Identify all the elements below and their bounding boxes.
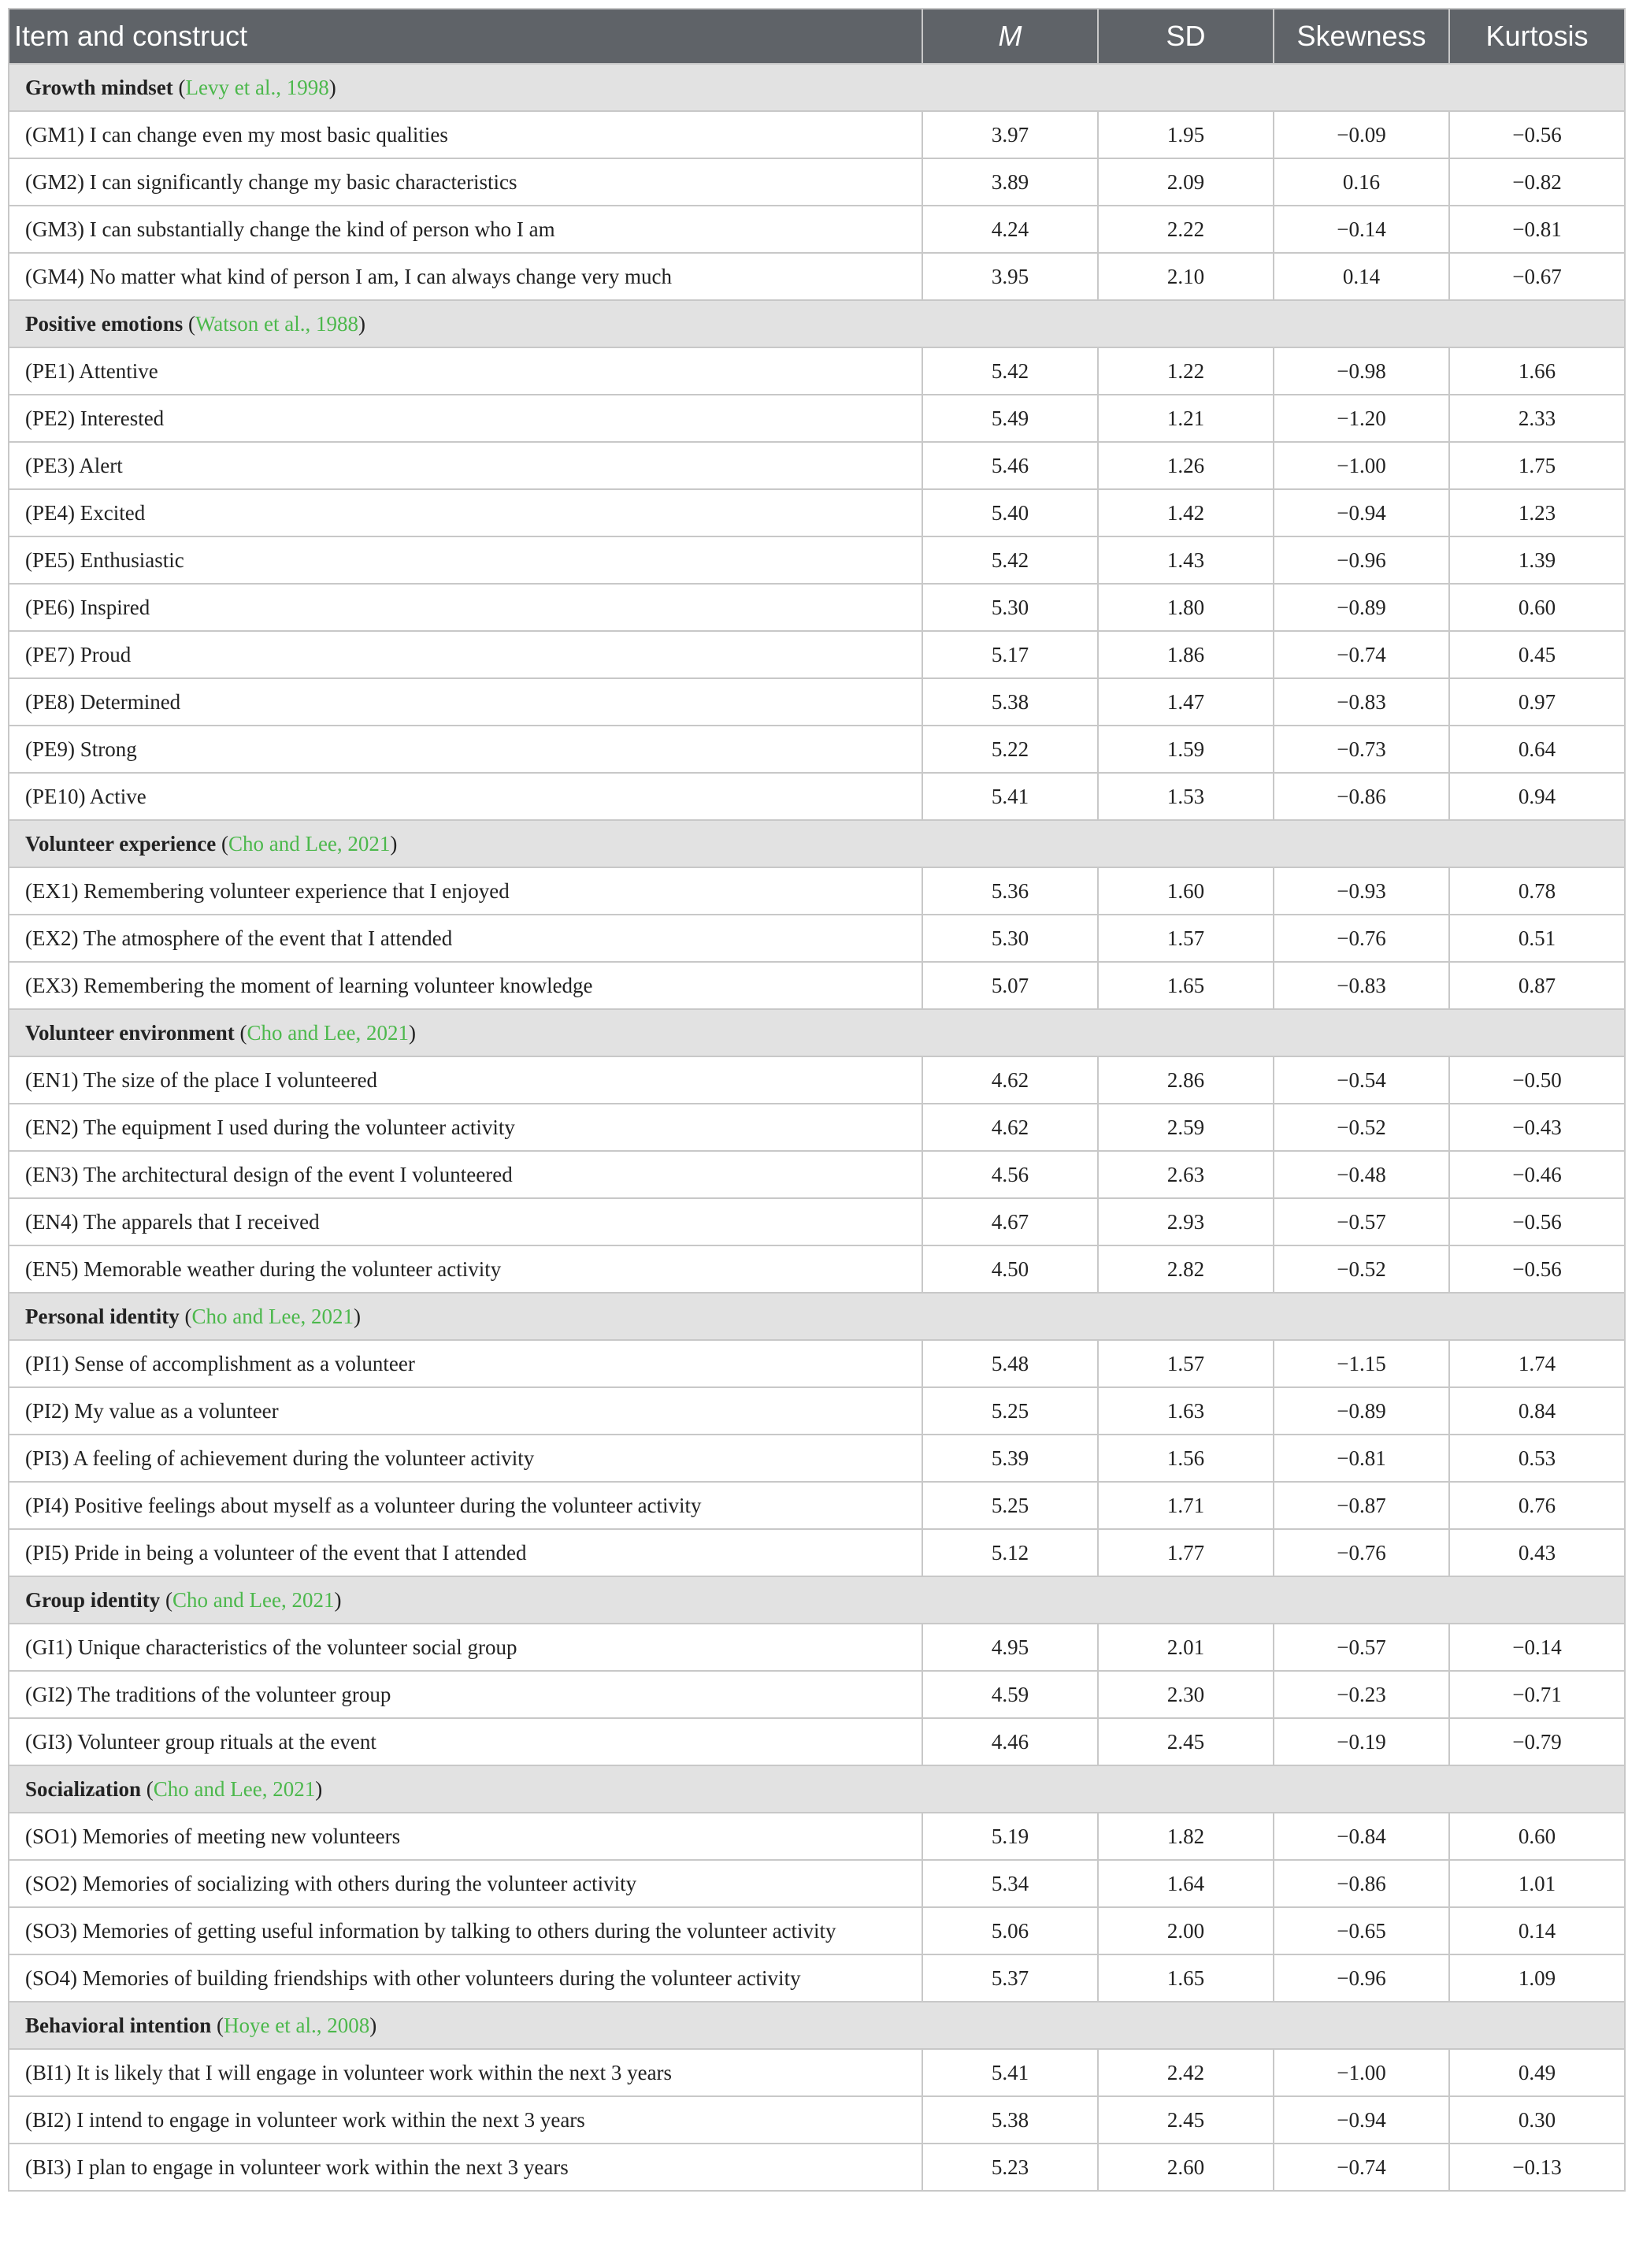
sd-cell: 2.01 bbox=[1098, 1624, 1274, 1671]
sd-cell: 1.60 bbox=[1098, 867, 1274, 915]
section-heading bbox=[9, 1576, 1625, 1624]
kurtosis-cell: 0.53 bbox=[1449, 1435, 1625, 1482]
table-row bbox=[9, 1245, 1625, 1293]
skewness-cell: −0.94 bbox=[1274, 2096, 1449, 2144]
table-row bbox=[9, 773, 1625, 820]
table-row bbox=[9, 1624, 1625, 1671]
mean-cell: 5.25 bbox=[922, 1482, 1098, 1529]
citation-link[interactable]: Cho and Lee, 2021 bbox=[228, 831, 391, 856]
construct-name: Personal identity bbox=[25, 1304, 180, 1328]
citation-close: ) bbox=[353, 1304, 361, 1328]
sd-cell: 1.77 bbox=[1098, 1529, 1274, 1576]
mean-cell: 5.12 bbox=[922, 1529, 1098, 1576]
mean-cell: 4.67 bbox=[922, 1198, 1098, 1245]
kurtosis-cell: 0.14 bbox=[1449, 1907, 1625, 1954]
citation-close: ) bbox=[358, 311, 366, 336]
item-label-cell: (PE9) Strong bbox=[9, 726, 922, 773]
sd-cell: 2.63 bbox=[1098, 1151, 1274, 1198]
kurtosis-cell: 0.64 bbox=[1449, 726, 1625, 773]
mean-cell: 5.41 bbox=[922, 773, 1098, 820]
column-header-kurtosis: Kurtosis bbox=[1449, 9, 1625, 64]
sd-cell: 1.65 bbox=[1098, 962, 1274, 1009]
table-row bbox=[9, 1860, 1625, 1907]
sd-cell: 1.47 bbox=[1098, 678, 1274, 726]
kurtosis-cell: −0.81 bbox=[1449, 206, 1625, 253]
skewness-cell: −0.52 bbox=[1274, 1245, 1449, 1293]
mean-cell: 5.49 bbox=[922, 395, 1098, 442]
kurtosis-cell: 0.51 bbox=[1449, 915, 1625, 962]
mean-cell: 5.38 bbox=[922, 2096, 1098, 2144]
sd-cell: 2.93 bbox=[1098, 1198, 1274, 1245]
section-heading bbox=[9, 820, 1625, 867]
item-label-cell: (PI2) My value as a volunteer bbox=[9, 1387, 922, 1435]
item-label-cell: (PE8) Determined bbox=[9, 678, 922, 726]
kurtosis-cell: 1.74 bbox=[1449, 1340, 1625, 1387]
sd-cell: 2.86 bbox=[1098, 1056, 1274, 1104]
kurtosis-cell: 0.60 bbox=[1449, 584, 1625, 631]
skewness-cell: −0.96 bbox=[1274, 1954, 1449, 2002]
sd-cell: 2.42 bbox=[1098, 2049, 1274, 2096]
citation-close: ) bbox=[408, 1020, 416, 1045]
section-heading bbox=[9, 300, 1625, 347]
mean-cell: 4.62 bbox=[922, 1056, 1098, 1104]
section-row bbox=[9, 300, 1625, 347]
table-row bbox=[9, 1340, 1625, 1387]
kurtosis-cell: 0.60 bbox=[1449, 1813, 1625, 1860]
kurtosis-cell: 0.97 bbox=[1449, 678, 1625, 726]
kurtosis-cell: 0.49 bbox=[1449, 2049, 1625, 2096]
skewness-cell: −0.73 bbox=[1274, 726, 1449, 773]
citation-open: ( bbox=[179, 1304, 192, 1328]
section-row bbox=[9, 820, 1625, 867]
header-row bbox=[9, 9, 1625, 64]
section-row bbox=[9, 1576, 1625, 1624]
table-row bbox=[9, 2096, 1625, 2144]
skewness-cell: 0.14 bbox=[1274, 253, 1449, 300]
citation-link[interactable]: Hoye et al., 2008 bbox=[224, 2013, 370, 2037]
skewness-cell: −0.76 bbox=[1274, 915, 1449, 962]
construct-name: Group identity bbox=[25, 1587, 161, 1612]
mean-cell: 4.56 bbox=[922, 1151, 1098, 1198]
descriptive-statistics-table bbox=[8, 8, 1626, 2192]
table-row bbox=[9, 1056, 1625, 1104]
citation-open: ( bbox=[160, 1587, 173, 1612]
skewness-cell: −0.96 bbox=[1274, 536, 1449, 584]
skewness-cell: −1.15 bbox=[1274, 1340, 1449, 1387]
sd-cell: 2.45 bbox=[1098, 1718, 1274, 1765]
kurtosis-cell: −0.79 bbox=[1449, 1718, 1625, 1765]
item-label-cell: (EN1) The size of the place I volunteered bbox=[9, 1056, 922, 1104]
kurtosis-cell: 1.75 bbox=[1449, 442, 1625, 489]
mean-cell: 5.36 bbox=[922, 867, 1098, 915]
kurtosis-cell: −0.14 bbox=[1449, 1624, 1625, 1671]
item-label-cell: (GM1) I can change even my most basic qualities bbox=[9, 111, 922, 158]
kurtosis-cell: −0.43 bbox=[1449, 1104, 1625, 1151]
item-label-cell: (SO2) Memories of socializing with others during the volunteer activity bbox=[9, 1860, 922, 1907]
table-row bbox=[9, 915, 1625, 962]
sd-cell: 1.82 bbox=[1098, 1813, 1274, 1860]
section-heading bbox=[9, 64, 1625, 111]
citation-open: ( bbox=[141, 1776, 154, 1801]
mean-cell: 5.19 bbox=[922, 1813, 1098, 1860]
construct-name: Growth mindset bbox=[25, 75, 173, 99]
item-label-cell: (GI2) The traditions of the volunteer group bbox=[9, 1671, 922, 1718]
item-label-cell: (PE6) Inspired bbox=[9, 584, 922, 631]
table-row bbox=[9, 442, 1625, 489]
sd-cell: 2.60 bbox=[1098, 2144, 1274, 2191]
sd-cell: 1.22 bbox=[1098, 347, 1274, 395]
mean-cell: 4.62 bbox=[922, 1104, 1098, 1151]
kurtosis-cell: 0.94 bbox=[1449, 773, 1625, 820]
skewness-cell: −0.23 bbox=[1274, 1671, 1449, 1718]
sd-cell: 2.00 bbox=[1098, 1907, 1274, 1954]
item-label-cell: (PI1) Sense of accomplishment as a volunteer bbox=[9, 1340, 922, 1387]
sd-cell: 1.21 bbox=[1098, 395, 1274, 442]
skewness-cell: −0.98 bbox=[1274, 347, 1449, 395]
skewness-cell: −0.84 bbox=[1274, 1813, 1449, 1860]
table-header bbox=[9, 9, 1625, 64]
item-label-cell: (PE1) Attentive bbox=[9, 347, 922, 395]
citation-open: ( bbox=[216, 831, 228, 856]
table-row bbox=[9, 726, 1625, 773]
section-row bbox=[9, 1293, 1625, 1340]
citation-open: ( bbox=[172, 75, 186, 99]
table-row bbox=[9, 1813, 1625, 1860]
item-label-cell: (BI3) I plan to engage in volunteer work within the next 3 years bbox=[9, 2144, 922, 2191]
kurtosis-cell: 1.39 bbox=[1449, 536, 1625, 584]
kurtosis-cell: 0.30 bbox=[1449, 2096, 1625, 2144]
table-row bbox=[9, 2049, 1625, 2096]
skewness-cell: −0.81 bbox=[1274, 1435, 1449, 1482]
table-row bbox=[9, 1104, 1625, 1151]
item-label-cell: (PE5) Enthusiastic bbox=[9, 536, 922, 584]
item-label-cell: (EN3) The architectural design of the event I volunteered bbox=[9, 1151, 922, 1198]
skewness-cell: −0.94 bbox=[1274, 489, 1449, 536]
skewness-cell: −0.48 bbox=[1274, 1151, 1449, 1198]
item-label-cell: (BI1) It is likely that I will engage in volunteer work within the next 3 years bbox=[9, 2049, 922, 2096]
column-header-sd: SD bbox=[1098, 9, 1274, 64]
skewness-cell: −0.74 bbox=[1274, 631, 1449, 678]
sd-cell: 1.80 bbox=[1098, 584, 1274, 631]
item-label-cell: (PI4) Positive feelings about myself as a volunteer during the volunteer activity bbox=[9, 1482, 922, 1529]
kurtosis-cell: 1.66 bbox=[1449, 347, 1625, 395]
table-row bbox=[9, 1151, 1625, 1198]
mean-cell: 5.17 bbox=[922, 631, 1098, 678]
kurtosis-cell: −0.71 bbox=[1449, 1671, 1625, 1718]
sd-cell: 1.42 bbox=[1098, 489, 1274, 536]
citation-link[interactable]: Cho and Lee, 2021 bbox=[191, 1304, 354, 1328]
sd-cell: 2.09 bbox=[1098, 158, 1274, 206]
citation-open: ( bbox=[234, 1020, 247, 1045]
table-row bbox=[9, 2144, 1625, 2191]
sd-cell: 1.56 bbox=[1098, 1435, 1274, 1482]
item-label-cell: (PE3) Alert bbox=[9, 442, 922, 489]
sd-cell: 1.64 bbox=[1098, 1860, 1274, 1907]
table-row bbox=[9, 1907, 1625, 1954]
sd-cell: 1.71 bbox=[1098, 1482, 1274, 1529]
sd-cell: 1.63 bbox=[1098, 1387, 1274, 1435]
skewness-cell: −1.00 bbox=[1274, 2049, 1449, 2096]
sd-cell: 1.59 bbox=[1098, 726, 1274, 773]
table-row bbox=[9, 158, 1625, 206]
mean-cell: 3.95 bbox=[922, 253, 1098, 300]
skewness-cell: −0.89 bbox=[1274, 1387, 1449, 1435]
item-label-cell: (SO4) Memories of building friendships with other volunteers during the volunteer activity bbox=[9, 1954, 922, 2002]
kurtosis-cell: 2.33 bbox=[1449, 395, 1625, 442]
construct-name: Behavioral intention bbox=[25, 2013, 212, 2037]
mean-cell: 4.24 bbox=[922, 206, 1098, 253]
kurtosis-cell: −0.13 bbox=[1449, 2144, 1625, 2191]
column-header-skewness: Skewness bbox=[1274, 9, 1449, 64]
skewness-cell: −0.19 bbox=[1274, 1718, 1449, 1765]
item-label-cell: (GI3) Volunteer group rituals at the event bbox=[9, 1718, 922, 1765]
citation-close: ) bbox=[315, 1776, 323, 1801]
citation-open: ( bbox=[183, 311, 195, 336]
item-label-cell: (EN5) Memorable weather during the volunteer activity bbox=[9, 1245, 922, 1293]
table-body bbox=[9, 64, 1625, 2191]
table-row bbox=[9, 1482, 1625, 1529]
section-heading bbox=[9, 1293, 1625, 1340]
skewness-cell: −0.65 bbox=[1274, 1907, 1449, 1954]
table-row bbox=[9, 111, 1625, 158]
kurtosis-cell: −0.50 bbox=[1449, 1056, 1625, 1104]
item-label-cell: (BI2) I intend to engage in volunteer work within the next 3 years bbox=[9, 2096, 922, 2144]
table-row bbox=[9, 395, 1625, 442]
skewness-cell: −1.20 bbox=[1274, 395, 1449, 442]
table-row bbox=[9, 1954, 1625, 2002]
mean-cell: 5.07 bbox=[922, 962, 1098, 1009]
mean-cell: 4.95 bbox=[922, 1624, 1098, 1671]
column-header-item: Item and construct bbox=[9, 9, 922, 64]
sd-cell: 2.82 bbox=[1098, 1245, 1274, 1293]
construct-name: Volunteer environment bbox=[25, 1020, 235, 1045]
skewness-cell: 0.16 bbox=[1274, 158, 1449, 206]
kurtosis-cell: 0.78 bbox=[1449, 867, 1625, 915]
mean-cell: 5.40 bbox=[922, 489, 1098, 536]
citation-close: ) bbox=[334, 1587, 342, 1612]
mean-cell: 5.38 bbox=[922, 678, 1098, 726]
kurtosis-cell: −0.46 bbox=[1449, 1151, 1625, 1198]
mean-cell: 4.50 bbox=[922, 1245, 1098, 1293]
skewness-cell: −0.57 bbox=[1274, 1624, 1449, 1671]
mean-cell: 5.42 bbox=[922, 536, 1098, 584]
mean-cell: 5.42 bbox=[922, 347, 1098, 395]
item-label-cell: (PE2) Interested bbox=[9, 395, 922, 442]
table-row bbox=[9, 347, 1625, 395]
table-row bbox=[9, 206, 1625, 253]
item-label-cell: (PE7) Proud bbox=[9, 631, 922, 678]
table-row bbox=[9, 253, 1625, 300]
sd-cell: 2.30 bbox=[1098, 1671, 1274, 1718]
item-label-cell: (GM3) I can substantially change the kind of person who I am bbox=[9, 206, 922, 253]
section-heading bbox=[9, 1009, 1625, 1056]
mean-cell: 3.97 bbox=[922, 111, 1098, 158]
mean-cell: 5.30 bbox=[922, 584, 1098, 631]
mean-cell: 4.46 bbox=[922, 1718, 1098, 1765]
item-label-cell: (GM2) I can significantly change my basic characteristics bbox=[9, 158, 922, 206]
skewness-cell: −0.52 bbox=[1274, 1104, 1449, 1151]
citation-link[interactable]: Cho and Lee, 2021 bbox=[247, 1020, 409, 1045]
table-row bbox=[9, 631, 1625, 678]
construct-name: Socialization bbox=[25, 1776, 141, 1801]
skewness-cell: −0.57 bbox=[1274, 1198, 1449, 1245]
table-row bbox=[9, 489, 1625, 536]
kurtosis-cell: 1.01 bbox=[1449, 1860, 1625, 1907]
table-row bbox=[9, 1671, 1625, 1718]
section-row bbox=[9, 1765, 1625, 1813]
kurtosis-cell: −0.56 bbox=[1449, 111, 1625, 158]
table-row bbox=[9, 867, 1625, 915]
table-row bbox=[9, 584, 1625, 631]
item-label-cell: (SO1) Memories of meeting new volunteers bbox=[9, 1813, 922, 1860]
sd-cell: 1.43 bbox=[1098, 536, 1274, 584]
citation-link[interactable]: Cho and Lee, 2021 bbox=[153, 1776, 316, 1801]
kurtosis-cell: −0.56 bbox=[1449, 1198, 1625, 1245]
citation-link[interactable]: Watson et al., 1988 bbox=[195, 311, 359, 336]
item-label-cell: (EX1) Remembering volunteer experience that I enjoyed bbox=[9, 867, 922, 915]
skewness-cell: −0.86 bbox=[1274, 1860, 1449, 1907]
sd-cell: 2.59 bbox=[1098, 1104, 1274, 1151]
skewness-cell: −0.83 bbox=[1274, 678, 1449, 726]
kurtosis-cell: 0.84 bbox=[1449, 1387, 1625, 1435]
kurtosis-cell: 0.45 bbox=[1449, 631, 1625, 678]
kurtosis-cell: 0.76 bbox=[1449, 1482, 1625, 1529]
kurtosis-cell: −0.56 bbox=[1449, 1245, 1625, 1293]
table-row bbox=[9, 678, 1625, 726]
sd-cell: 2.22 bbox=[1098, 206, 1274, 253]
item-label-cell: (PE4) Excited bbox=[9, 489, 922, 536]
mean-cell: 5.46 bbox=[922, 442, 1098, 489]
table-row bbox=[9, 1529, 1625, 1576]
sd-cell: 1.26 bbox=[1098, 442, 1274, 489]
mean-cell: 5.48 bbox=[922, 1340, 1098, 1387]
mean-cell: 5.34 bbox=[922, 1860, 1098, 1907]
section-row bbox=[9, 2002, 1625, 2049]
mean-cell: 5.30 bbox=[922, 915, 1098, 962]
citation-link[interactable]: Levy et al., 1998 bbox=[185, 75, 329, 99]
item-label-cell: (GI1) Unique characteristics of the volunteer social group bbox=[9, 1624, 922, 1671]
section-row bbox=[9, 64, 1625, 111]
kurtosis-cell: 0.43 bbox=[1449, 1529, 1625, 1576]
table-row bbox=[9, 1387, 1625, 1435]
kurtosis-cell: 1.23 bbox=[1449, 489, 1625, 536]
skewness-cell: −0.76 bbox=[1274, 1529, 1449, 1576]
sd-cell: 1.53 bbox=[1098, 773, 1274, 820]
construct-name: Positive emotions bbox=[25, 311, 184, 336]
skewness-cell: −0.14 bbox=[1274, 206, 1449, 253]
mean-cell: 5.41 bbox=[922, 2049, 1098, 2096]
mean-cell: 3.89 bbox=[922, 158, 1098, 206]
item-label-cell: (EX2) The atmosphere of the event that I attended bbox=[9, 915, 922, 962]
skewness-cell: −0.89 bbox=[1274, 584, 1449, 631]
mean-cell: 5.39 bbox=[922, 1435, 1098, 1482]
skewness-cell: −0.54 bbox=[1274, 1056, 1449, 1104]
citation-link[interactable]: Cho and Lee, 2021 bbox=[172, 1587, 335, 1612]
item-label-cell: (GM4) No matter what kind of person I am, I can always change very much bbox=[9, 253, 922, 300]
skewness-cell: −0.87 bbox=[1274, 1482, 1449, 1529]
kurtosis-cell: −0.82 bbox=[1449, 158, 1625, 206]
sd-cell: 2.10 bbox=[1098, 253, 1274, 300]
skewness-cell: −0.83 bbox=[1274, 962, 1449, 1009]
section-heading bbox=[9, 2002, 1625, 2049]
mean-cell: 5.37 bbox=[922, 1954, 1098, 2002]
mean-cell: 5.23 bbox=[922, 2144, 1098, 2191]
sd-cell: 1.57 bbox=[1098, 915, 1274, 962]
sd-cell: 2.45 bbox=[1098, 2096, 1274, 2144]
kurtosis-cell: −0.67 bbox=[1449, 253, 1625, 300]
column-header-mean: M bbox=[922, 9, 1098, 64]
item-label-cell: (EN2) The equipment I used during the volunteer activity bbox=[9, 1104, 922, 1151]
sd-cell: 1.95 bbox=[1098, 111, 1274, 158]
mean-cell: 5.22 bbox=[922, 726, 1098, 773]
mean-cell: 5.25 bbox=[922, 1387, 1098, 1435]
skewness-cell: −0.09 bbox=[1274, 111, 1449, 158]
item-label-cell: (PI5) Pride in being a volunteer of the event that I attended bbox=[9, 1529, 922, 1576]
table-row bbox=[9, 1718, 1625, 1765]
construct-name: Volunteer experience bbox=[25, 831, 217, 856]
mean-cell: 5.06 bbox=[922, 1907, 1098, 1954]
citation-close: ) bbox=[390, 831, 398, 856]
item-label-cell: (SO3) Memories of getting useful information by talking to others during the volunteer activity bbox=[9, 1907, 922, 1954]
item-label-cell: (EN4) The apparels that I received bbox=[9, 1198, 922, 1245]
citation-close: ) bbox=[328, 75, 336, 99]
section-row bbox=[9, 1009, 1625, 1056]
item-label-cell: (PE10) Active bbox=[9, 773, 922, 820]
table-row bbox=[9, 1198, 1625, 1245]
sd-cell: 1.65 bbox=[1098, 1954, 1274, 2002]
skewness-cell: −1.00 bbox=[1274, 442, 1449, 489]
table-row bbox=[9, 962, 1625, 1009]
section-heading bbox=[9, 1765, 1625, 1813]
sd-cell: 1.57 bbox=[1098, 1340, 1274, 1387]
citation-open: ( bbox=[211, 2013, 224, 2037]
skewness-cell: −0.93 bbox=[1274, 867, 1449, 915]
table-row bbox=[9, 1435, 1625, 1482]
mean-cell: 4.59 bbox=[922, 1671, 1098, 1718]
sd-cell: 1.86 bbox=[1098, 631, 1274, 678]
skewness-cell: −0.86 bbox=[1274, 773, 1449, 820]
citation-close: ) bbox=[369, 2013, 377, 2037]
item-label-cell: (PI3) A feeling of achievement during the volunteer activity bbox=[9, 1435, 922, 1482]
skewness-cell: −0.74 bbox=[1274, 2144, 1449, 2191]
table-container bbox=[8, 8, 1626, 2192]
item-label-cell: (EX3) Remembering the moment of learning volunteer knowledge bbox=[9, 962, 922, 1009]
kurtosis-cell: 1.09 bbox=[1449, 1954, 1625, 2002]
kurtosis-cell: 0.87 bbox=[1449, 962, 1625, 1009]
table-row bbox=[9, 536, 1625, 584]
